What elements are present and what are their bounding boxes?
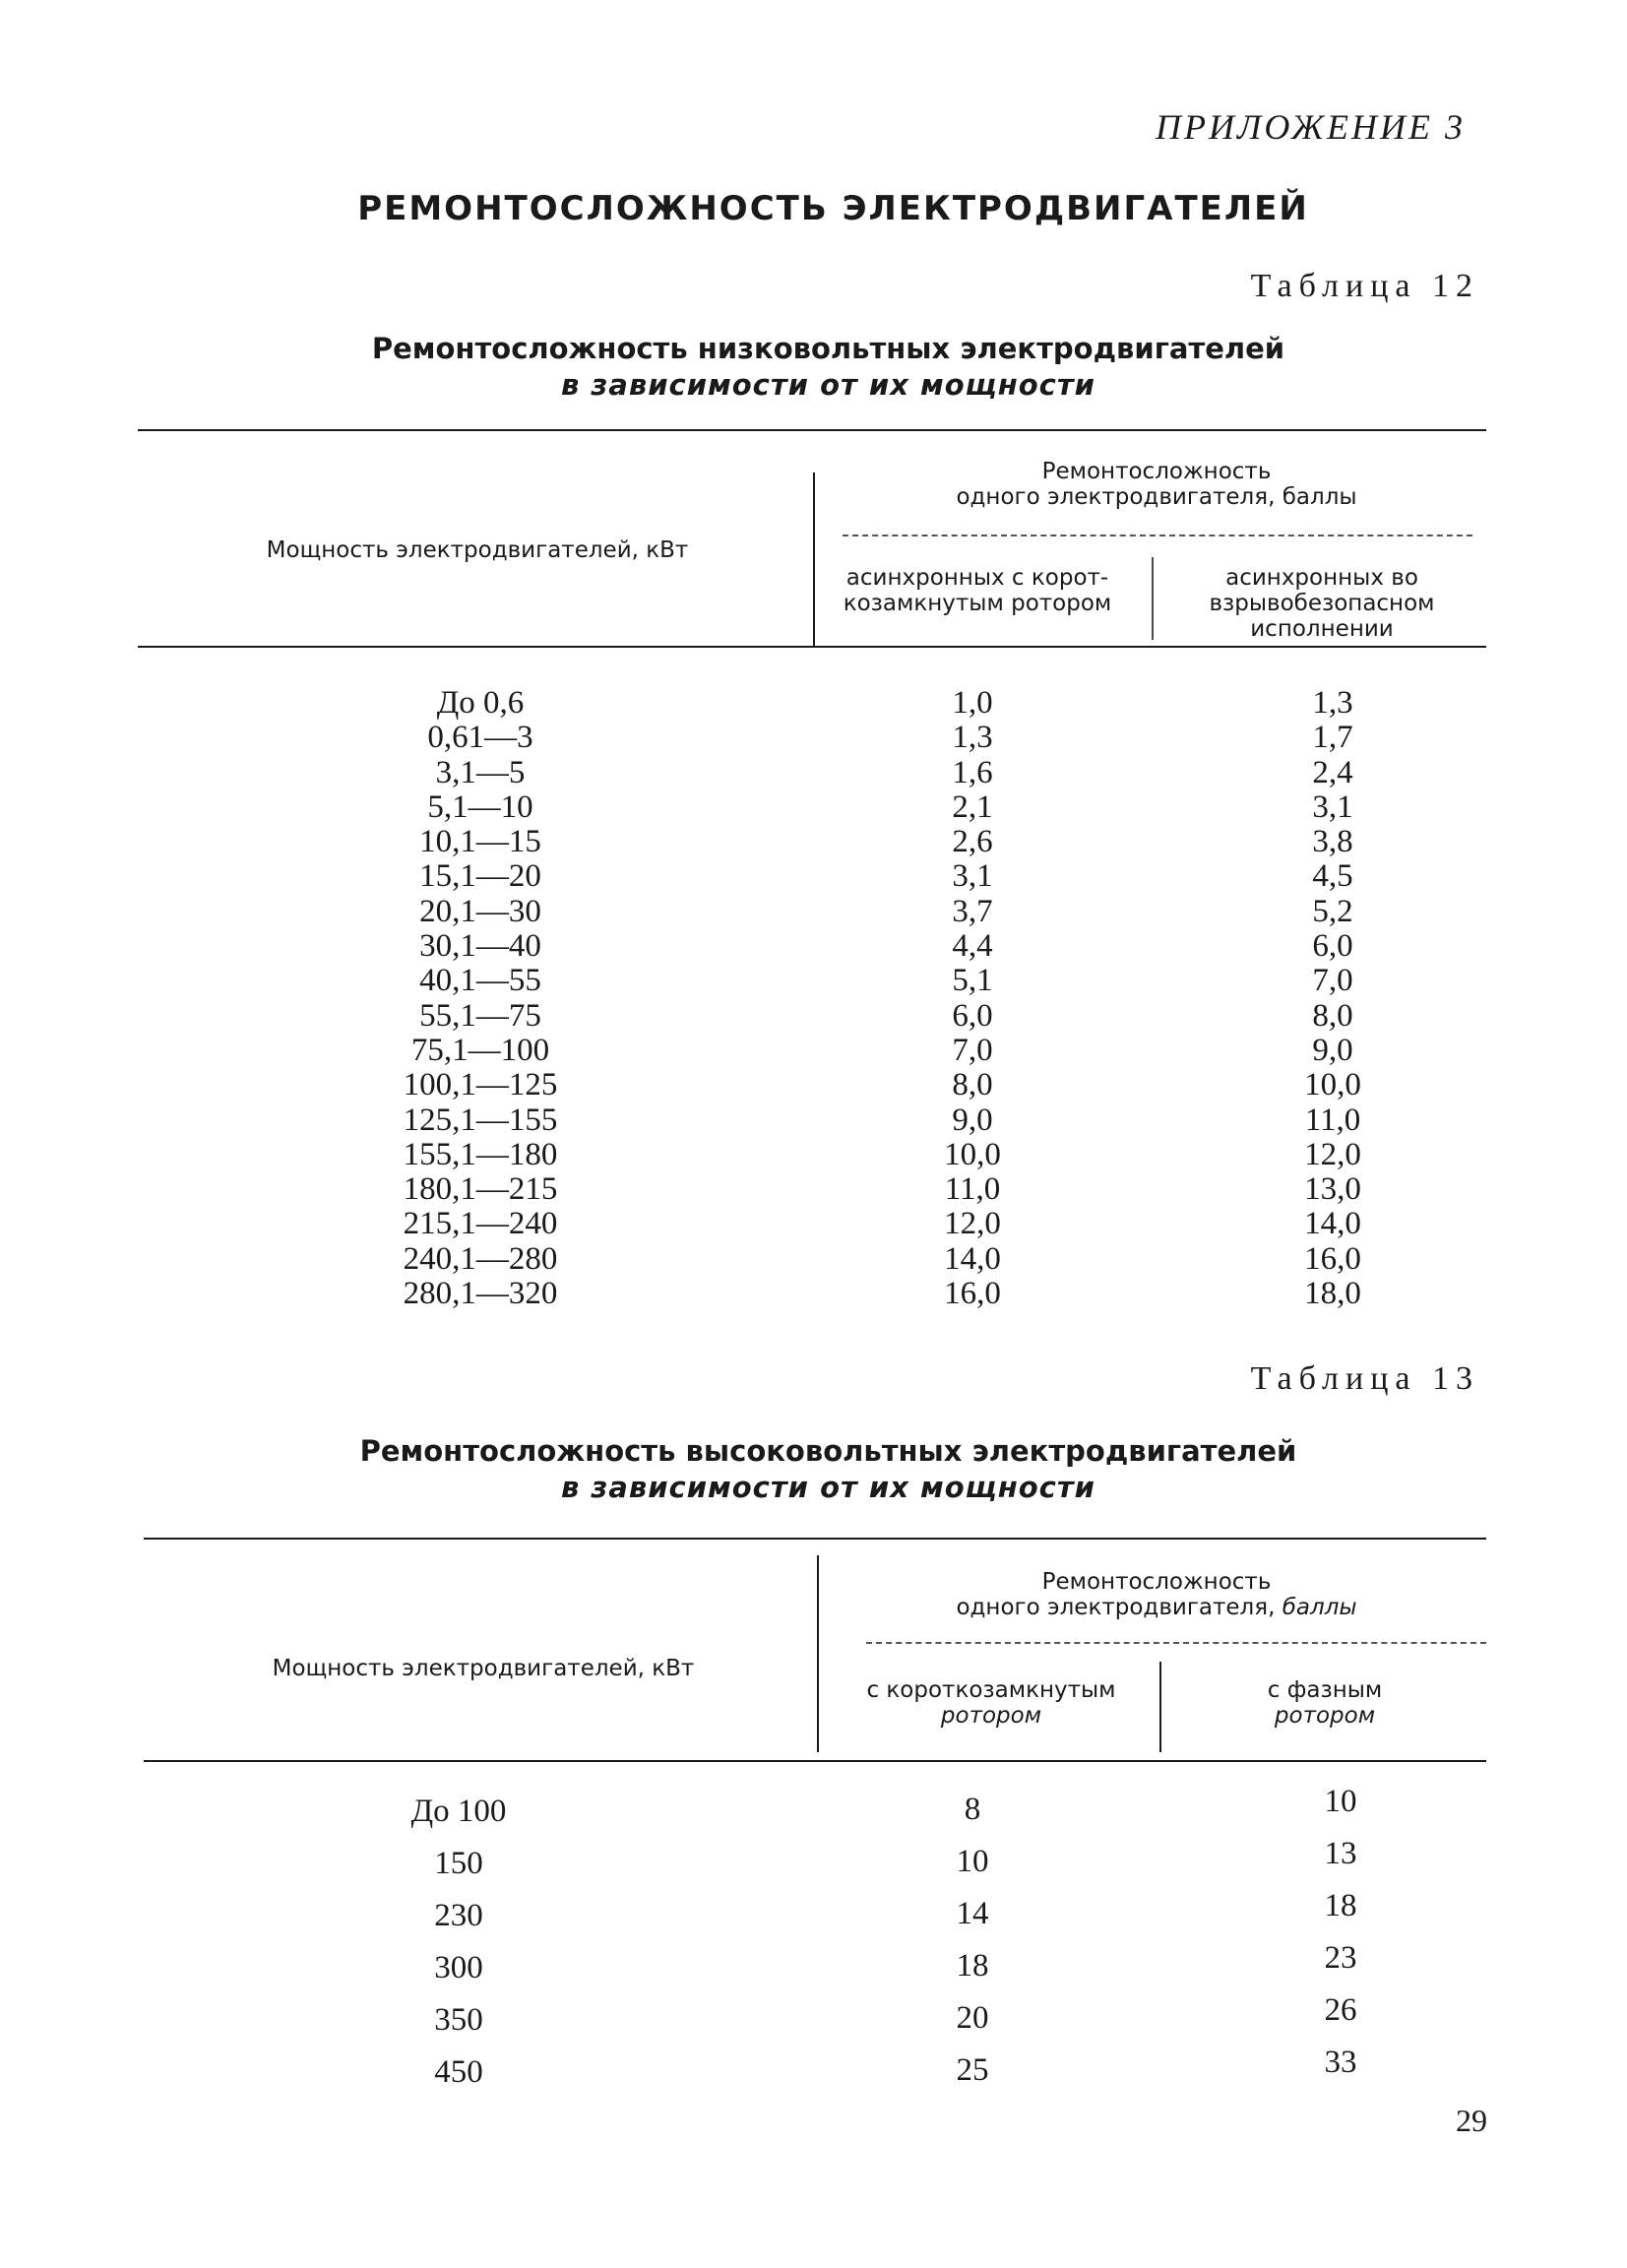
table-13-group-line1: Ремонтосложность	[1041, 1569, 1272, 1595]
table-cell-squirrel-cage: 3,1	[952, 858, 993, 895]
table-13-header-col1	[819, 1677, 1163, 1729]
table-cell-squirrel-cage: 8,0	[952, 1067, 993, 1103]
table-cell-squirrel-cage: 6,0	[952, 997, 993, 1034]
table-cell-explosion-proof: 3,1	[1312, 788, 1353, 825]
table-cell-power: 55,1—75	[419, 997, 541, 1034]
table-cell-power: 75,1—100	[410, 1032, 550, 1068]
table-12-header-group	[827, 459, 1486, 510]
table-12-title-line2: в зависимости от их мощности	[560, 368, 1095, 402]
table-12-squirrel-cage-column	[874, 686, 1071, 1311]
table-cell-power: 125,1—155	[403, 1102, 558, 1138]
table-13-group-line2-a: одного электродвигателя,	[956, 1595, 1276, 1620]
table-cell-power: 155,1—180	[403, 1136, 558, 1172]
table-13-header-rule	[144, 1760, 1486, 1762]
table-13-col-divider	[1159, 1662, 1161, 1752]
table-13-group-rule	[866, 1642, 1486, 1644]
table-12-header-col2	[1159, 565, 1484, 642]
table-cell-power: До 100	[410, 1794, 507, 1829]
table-cell-power: 0,61—3	[427, 720, 533, 756]
table-cell-squirrel-cage: 16,0	[944, 1276, 1001, 1312]
table-cell-squirrel-cage: 3,7	[952, 893, 993, 929]
table-13-top-rule	[144, 1538, 1486, 1540]
table-13-header-col2	[1165, 1677, 1484, 1729]
table-12-col-divider	[1152, 557, 1154, 640]
table-cell-explosion-proof: 7,0	[1312, 963, 1353, 999]
table-cell-wound-rotor: 33	[1324, 2045, 1357, 2080]
table-cell-squirrel-cage: 12,0	[944, 1206, 1001, 1242]
table-13-label: Таблица 13	[1250, 1360, 1479, 1397]
table-cell-explosion-proof: 1,3	[1312, 685, 1353, 721]
table-13-col2-line2: ротором	[1274, 1703, 1376, 1729]
table-13-power-column	[360, 1786, 557, 2099]
table-12-col2-line1: асинхронных во	[1225, 565, 1418, 591]
table-cell-explosion-proof: 5,2	[1312, 893, 1353, 929]
table-cell-wound-rotor: 10	[1324, 1784, 1357, 1819]
table-cell-power: 180,1—215	[403, 1171, 558, 1208]
table-cell-explosion-proof: 9,0	[1312, 1032, 1353, 1068]
table-12-title-line1: Ремонтосложность низковольтных электродвигателей	[371, 332, 1285, 365]
table-cell-squirrel-cage: 11,0	[944, 1171, 1001, 1208]
table-12-group-line2: одного электродвигателя, баллы	[956, 484, 1357, 510]
table-12-header-rule	[138, 646, 1486, 648]
table-cell-squirrel-cage: 2,6	[952, 824, 993, 860]
table-cell-wound-rotor: 23	[1324, 1940, 1357, 1976]
table-cell-squirrel-cage: 20	[956, 2000, 989, 2036]
table-12-header-divider	[813, 472, 815, 646]
table-12-col2-line2: взрывобезопасном	[1209, 591, 1435, 616]
table-cell-explosion-proof: 8,0	[1312, 997, 1353, 1034]
table-cell-explosion-proof: 6,0	[1312, 928, 1353, 965]
table-cell-squirrel-cage: 14	[956, 1896, 989, 1931]
table-cell-explosion-proof: 3,8	[1312, 824, 1353, 860]
table-cell-squirrel-cage: 1,0	[952, 685, 993, 721]
table-cell-power: 10,1—15	[419, 824, 541, 860]
table-13-header-power: Мощность электродвигателей, кВт	[272, 1656, 695, 1681]
table-cell-squirrel-cage: 10,0	[944, 1136, 1001, 1172]
table-12-col1-line1: асинхронных с корот-	[845, 565, 1109, 591]
table-cell-squirrel-cage: 14,0	[944, 1240, 1001, 1277]
table-13-title	[0, 1433, 1627, 1506]
table-12-header-power: Мощность электродвигателей, кВт	[266, 537, 689, 563]
table-cell-power: 15,1—20	[419, 858, 541, 895]
table-cell-wound-rotor: 26	[1324, 1992, 1357, 2028]
table-cell-power: 240,1—280	[403, 1240, 558, 1277]
table-12-group-line1: Ремонтосложность	[1041, 459, 1272, 484]
table-cell-explosion-proof: 14,0	[1304, 1206, 1361, 1242]
table-13-title-line2: в зависимости от их мощности	[560, 1471, 1095, 1504]
table-cell-squirrel-cage: 5,1	[952, 963, 993, 999]
table-12-header-col1	[815, 565, 1140, 616]
table-13-wound-rotor-column	[1242, 1776, 1439, 2089]
table-13-group-line2	[827, 1595, 1486, 1620]
table-cell-power: 100,1—125	[403, 1067, 558, 1103]
table-cell-power: 280,1—320	[403, 1276, 558, 1312]
table-13-col1-line1: с короткозамкнутым	[866, 1677, 1116, 1703]
table-12-col1-line2: козамкнутым ротором	[843, 591, 1112, 616]
table-cell-power: До 0,6	[436, 685, 525, 721]
table-13-group-line2-b: баллы	[1282, 1595, 1357, 1620]
table-cell-power: 230	[434, 1898, 483, 1933]
table-cell-power: 30,1—40	[419, 928, 541, 965]
table-cell-wound-rotor: 18	[1324, 1888, 1357, 1923]
table-cell-squirrel-cage: 7,0	[952, 1032, 993, 1068]
table-13-squirrel-cage-column	[874, 1784, 1071, 2097]
table-12-group-rule	[843, 535, 1472, 536]
table-cell-squirrel-cage: 2,1	[952, 788, 993, 825]
page-number: 29	[1456, 2103, 1487, 2138]
table-13-title-line1: Ремонтосложность высоковольтных электродвигателей	[359, 1434, 1297, 1468]
table-cell-power: 150	[434, 1846, 483, 1881]
appendix-label: ПРИЛОЖЕНИЕ 3	[1156, 107, 1466, 147]
table-cell-explosion-proof: 2,4	[1312, 754, 1353, 790]
table-cell-squirrel-cage: 25	[956, 2052, 989, 2088]
table-cell-power: 300	[434, 1950, 483, 1985]
table-cell-explosion-proof: 11,0	[1304, 1102, 1361, 1138]
table-12-power-column	[382, 686, 579, 1311]
table-cell-squirrel-cage: 9,0	[952, 1102, 993, 1138]
table-cell-power: 350	[434, 2002, 483, 2038]
table-12-title	[0, 331, 1627, 404]
table-12-label: Таблица 12	[1250, 268, 1479, 304]
table-cell-power: 450	[434, 2054, 483, 2090]
page-title: РЕМОНТОСЛОЖНОСТЬ ЭЛЕКТРОДВИГАТЕЛЕЙ	[357, 189, 1309, 228]
table-cell-power: 40,1—55	[419, 963, 541, 999]
table-cell-explosion-proof: 10,0	[1304, 1067, 1361, 1103]
table-cell-squirrel-cage: 4,4	[952, 928, 993, 965]
table-cell-explosion-proof: 12,0	[1304, 1136, 1361, 1172]
table-cell-power: 3,1—5	[435, 754, 526, 790]
table-cell-squirrel-cage: 10	[956, 1844, 989, 1879]
table-cell-explosion-proof: 16,0	[1304, 1240, 1361, 1277]
table-13-col2-line1: с фазным	[1267, 1677, 1383, 1703]
table-cell-explosion-proof: 1,7	[1312, 720, 1353, 756]
table-cell-power: 5,1—10	[427, 788, 533, 825]
table-cell-wound-rotor: 13	[1324, 1836, 1357, 1871]
table-12-col2-line3: исполнении	[1250, 616, 1394, 642]
table-cell-explosion-proof: 13,0	[1304, 1171, 1361, 1208]
table-13-col1-line2: ротором	[940, 1703, 1042, 1729]
table-cell-squirrel-cage: 8	[964, 1792, 981, 1827]
table-cell-squirrel-cage: 18	[956, 1948, 989, 1984]
table-cell-explosion-proof: 4,5	[1312, 858, 1353, 895]
table-12-top-rule	[138, 429, 1486, 431]
table-cell-squirrel-cage: 1,6	[952, 754, 993, 790]
table-cell-power: 20,1—30	[419, 893, 541, 929]
table-cell-explosion-proof: 18,0	[1304, 1276, 1361, 1312]
table-13-header-group	[827, 1569, 1486, 1620]
table-12-explosion-proof-column	[1234, 686, 1431, 1311]
table-cell-squirrel-cage: 1,3	[952, 720, 993, 756]
table-cell-power: 215,1—240	[403, 1206, 558, 1242]
